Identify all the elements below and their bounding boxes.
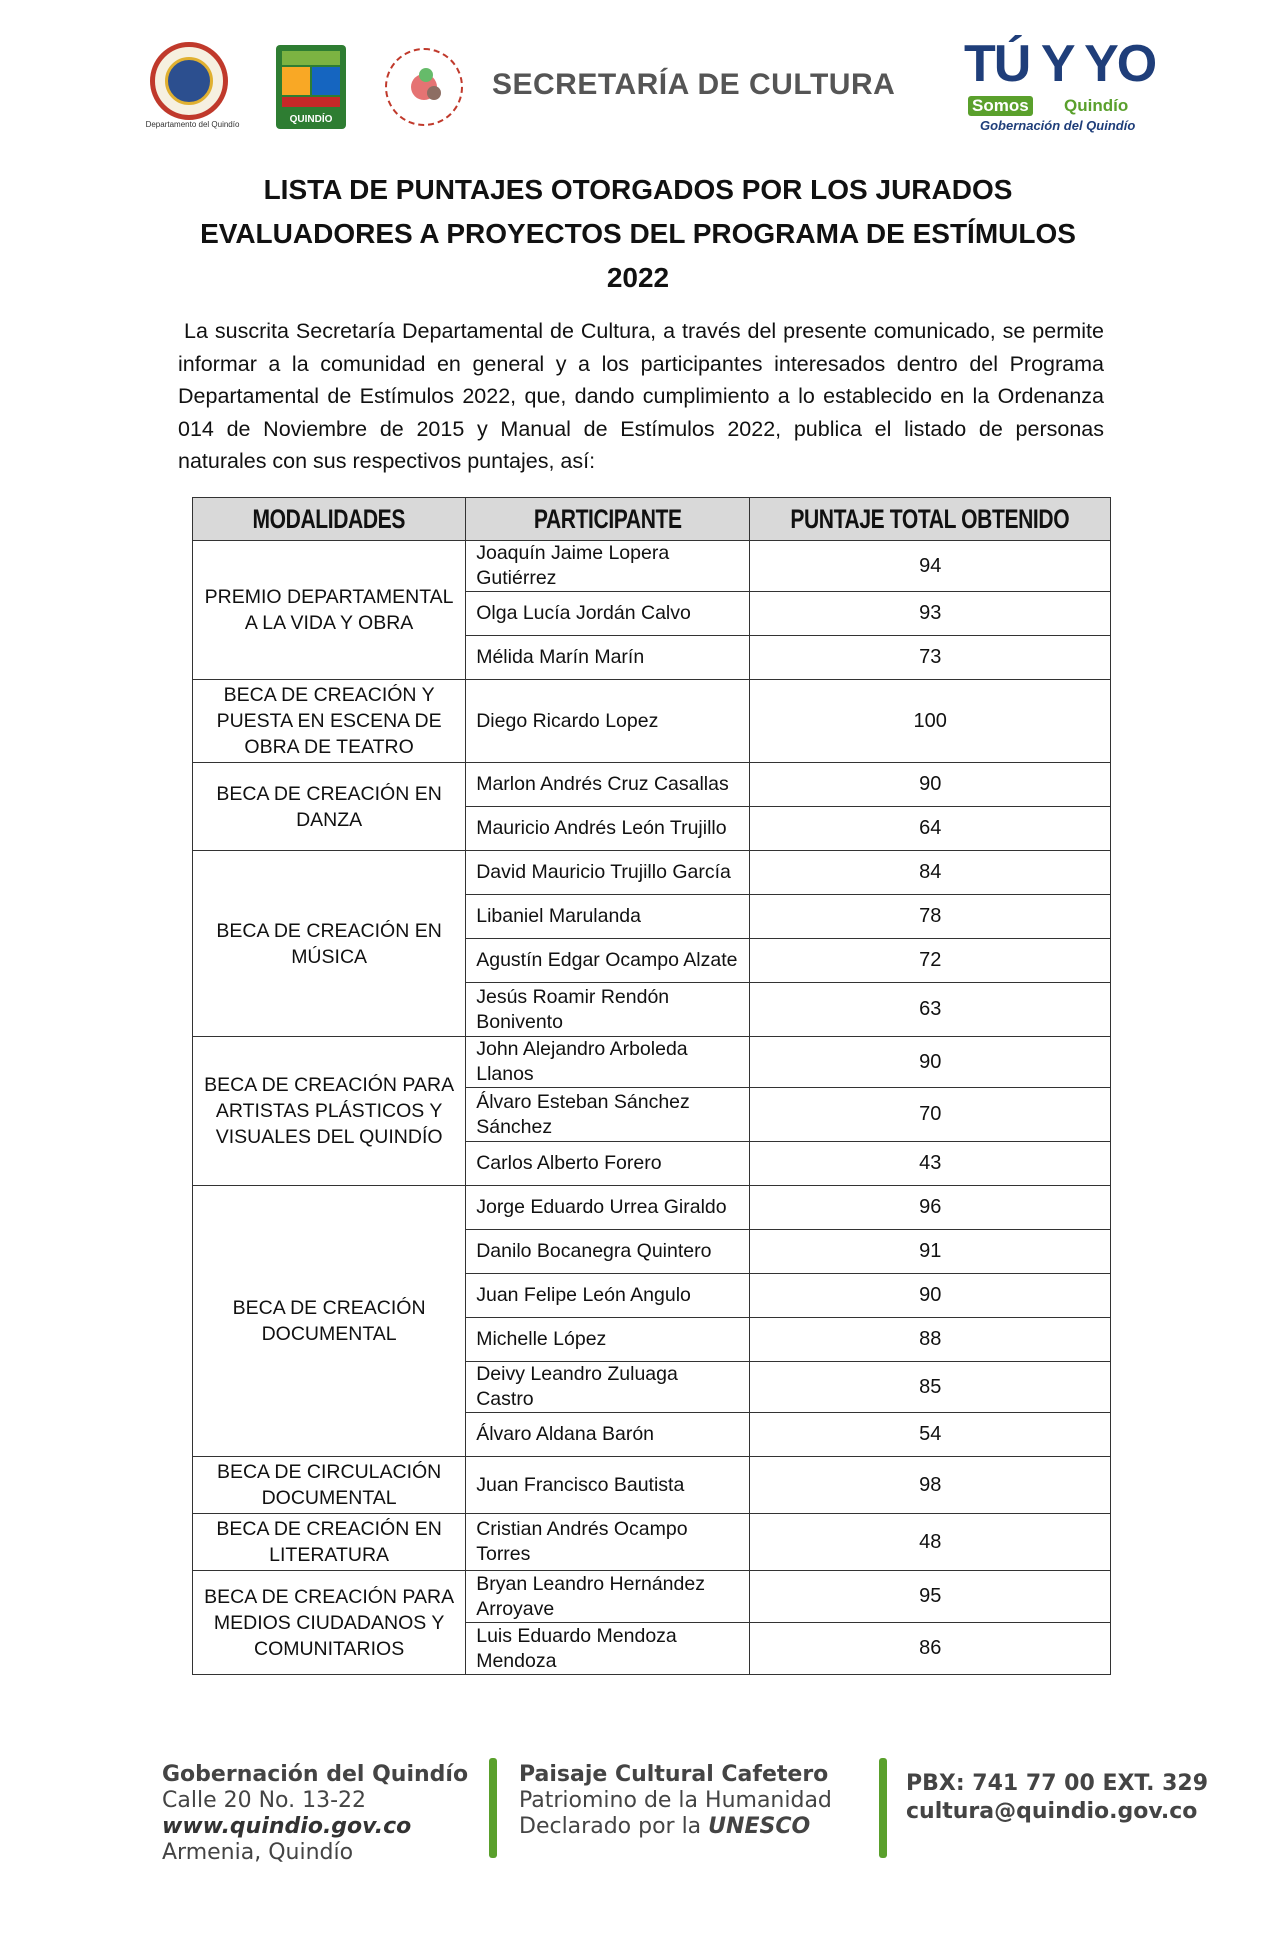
header-participante: PARTICIPANTE xyxy=(466,498,750,541)
footer-divider xyxy=(489,1758,497,1858)
puntaje-cell: 73 xyxy=(750,636,1111,680)
header-modalidades: MODALIDADES xyxy=(193,498,466,541)
puntaje-cell: 90 xyxy=(750,1037,1111,1088)
table-row xyxy=(193,1457,1111,1514)
puntaje-cell: 72 xyxy=(750,939,1111,983)
table-header-row xyxy=(193,498,1111,541)
puntaje-cell: 48 xyxy=(750,1514,1111,1571)
participante-cell: Álvaro Esteban Sánchez Sánchez xyxy=(466,1088,750,1142)
footer-phone: PBX: 741 77 00 EXT. 329 xyxy=(906,1771,1209,1796)
participante-cell: Michelle López xyxy=(466,1318,750,1362)
footer-paisaje-title: Paisaje Cultural Cafetero xyxy=(519,1762,829,1787)
participante-cell: David Mauricio Trujillo García xyxy=(466,851,750,895)
footer-address: Calle 20 No. 13-22 xyxy=(162,1788,367,1813)
participante-cell: Diego Ricardo Lopez xyxy=(466,680,750,763)
puntaje-cell: 90 xyxy=(750,1274,1111,1318)
table-body xyxy=(193,541,1111,1675)
scores-table xyxy=(192,497,1111,1675)
modalidad-cell: BECA DE CREACIÓN PARA ARTISTAS PLÁSTICOS Y VISUALES DEL QUINDÍO xyxy=(193,1037,466,1186)
puntaje-cell: 88 xyxy=(750,1318,1111,1362)
footer-gobernacion: Gobernación del Quindío xyxy=(162,1762,469,1787)
table-row xyxy=(193,541,1111,592)
tu-y-yo-logo xyxy=(964,35,1178,140)
modalidad-cell: BECA DE CREACIÓN PARA MEDIOS CIUDADANOS Y COMUNITARIOS xyxy=(193,1571,466,1675)
footer-email-link[interactable]: cultura@quindio.gov.co xyxy=(906,1799,1198,1824)
document-title xyxy=(180,168,1096,300)
puntaje-cell: 43 xyxy=(750,1142,1111,1186)
table-row xyxy=(193,1571,1111,1623)
tu-y-yo-wordmark: TÚ Y YO xyxy=(964,35,1156,93)
modalidad-cell: BECA DE CREACIÓN DOCUMENTAL xyxy=(193,1186,466,1457)
secretaria-heading: SECRETARÍA DE CULTURA xyxy=(492,68,896,101)
paisaje-cultural-cafetero-logo xyxy=(385,48,463,126)
header-puntaje: PUNTAJE TOTAL OBTENIDO xyxy=(750,498,1111,541)
tu-y-yo-gobernacion: Gobernación del Quindío xyxy=(980,118,1136,133)
modalidad-cell: BECA DE CREACIÓN EN MÚSICA xyxy=(193,851,466,1037)
footer-contact-block xyxy=(162,1762,468,1866)
seal-caption: Departamento del Quindío xyxy=(145,120,240,129)
participante-cell: Cristian Andrés Ocampo Torres xyxy=(466,1514,750,1571)
tu-y-yo-somos: Somos xyxy=(968,96,1033,116)
puntaje-cell: 54 xyxy=(750,1413,1111,1457)
modalidad-cell: BECA DE CREACIÓN EN LITERATURA xyxy=(193,1514,466,1571)
modalidad-cell: BECA DE CREACIÓN EN DANZA xyxy=(193,763,466,851)
page-header xyxy=(0,0,1276,150)
puntaje-cell: 86 xyxy=(750,1623,1111,1675)
participante-cell: Joaquín Jaime Lopera Gutiérrez xyxy=(466,541,750,592)
table-row xyxy=(193,763,1111,807)
footer-website-link[interactable]: www.quindio.gov.co xyxy=(162,1814,412,1839)
puntaje-cell: 91 xyxy=(750,1230,1111,1274)
intro-paragraph: La suscrita Secretaría Departamental de Cultura, a través del presente comunicado, se permite informar a la comunidad en general y a los participantes interesados dentro del Programa Departamental de Estímulos 2022, que, dando cumplimiento a lo establecido en la Ordenanza 014 de Noviembre de 2015 y Manual de Estímulos 2022, publica el listado de personas naturales con sus respectivos puntajes, así: xyxy=(178,319,1104,473)
puntaje-cell: 85 xyxy=(750,1362,1111,1413)
quindio-logo-label: QUINDÍO xyxy=(289,114,333,125)
footer-paisaje-block xyxy=(519,1762,832,1840)
participante-cell: Juan Felipe León Angulo xyxy=(466,1274,750,1318)
table-row xyxy=(193,1037,1111,1088)
modalidad-cell: BECA DE CREACIÓN Y PUESTA EN ESCENA DE OBRA DE TEATRO xyxy=(193,680,466,763)
table-row xyxy=(193,851,1111,895)
tu-y-yo-quindio: Quindío xyxy=(1064,96,1129,115)
participante-cell: Carlos Alberto Forero xyxy=(466,1142,750,1186)
puntaje-cell: 98 xyxy=(750,1457,1111,1514)
quindio-logo xyxy=(276,45,346,129)
participante-cell: Álvaro Aldana Barón xyxy=(466,1413,750,1457)
participante-cell: Bryan Leandro Hernández Arroyave xyxy=(466,1571,750,1623)
participante-cell: Marlon Andrés Cruz Casallas xyxy=(466,763,750,807)
table-row xyxy=(193,680,1111,763)
participante-cell: Luis Eduardo Mendoza Mendoza xyxy=(466,1623,750,1675)
footer-phone-block xyxy=(906,1770,1208,1826)
puntaje-cell: 95 xyxy=(750,1571,1111,1623)
puntaje-cell: 93 xyxy=(750,592,1111,636)
participante-cell: Libaniel Marulanda xyxy=(466,895,750,939)
participante-cell: Danilo Bocanegra Quintero xyxy=(466,1230,750,1274)
footer-unesco: Declarado por la UNESCO xyxy=(519,1814,811,1839)
puntaje-cell: 90 xyxy=(750,763,1111,807)
puntaje-cell: 84 xyxy=(750,851,1111,895)
title-line: LISTA DE PUNTAJES OTORGADOS POR LOS JURADOS xyxy=(263,174,1013,205)
puntaje-cell: 63 xyxy=(750,983,1111,1037)
puntaje-cell: 64 xyxy=(750,807,1111,851)
modalidad-cell: BECA DE CIRCULACIÓN DOCUMENTAL xyxy=(193,1457,466,1514)
participante-cell: Olga Lucía Jordán Calvo xyxy=(466,592,750,636)
seal-emblem-icon xyxy=(165,57,213,105)
puntaje-cell: 100 xyxy=(750,680,1111,763)
participante-cell: John Alejandro Arboleda Llanos xyxy=(466,1037,750,1088)
puntaje-cell: 94 xyxy=(750,541,1111,592)
participante-cell: Mauricio Andrés León Trujillo xyxy=(466,807,750,851)
participante-cell: Jesús Roamir Rendón Bonivento xyxy=(466,983,750,1037)
modalidad-cell: PREMIO DEPARTAMENTAL A LA VIDA Y OBRA xyxy=(193,541,466,680)
footer-divider xyxy=(879,1758,887,1858)
puntaje-cell: 70 xyxy=(750,1088,1111,1142)
department-seal-logo xyxy=(150,42,228,120)
table-row xyxy=(193,1514,1111,1571)
participante-cell: Juan Francisco Bautista xyxy=(466,1457,750,1514)
table-row xyxy=(193,1186,1111,1230)
title-line: EVALUADORES A PROYECTOS DEL PROGRAMA DE ESTÍMULOS xyxy=(200,218,1076,249)
participante-cell: Mélida Marín Marín xyxy=(466,636,750,680)
puntaje-cell: 78 xyxy=(750,895,1111,939)
puntaje-cell: 96 xyxy=(750,1186,1111,1230)
title-line: 2022 xyxy=(606,262,670,293)
footer-city: Armenia, Quindío xyxy=(162,1840,354,1865)
footer-patrimonio: Patriomino de la Humanidad xyxy=(519,1788,832,1813)
participante-cell: Agustín Edgar Ocampo Alzate xyxy=(466,939,750,983)
participante-cell: Deivy Leandro Zuluaga Castro xyxy=(466,1362,750,1413)
participante-cell: Jorge Eduardo Urrea Giraldo xyxy=(466,1186,750,1230)
page-footer xyxy=(0,1740,1276,1890)
